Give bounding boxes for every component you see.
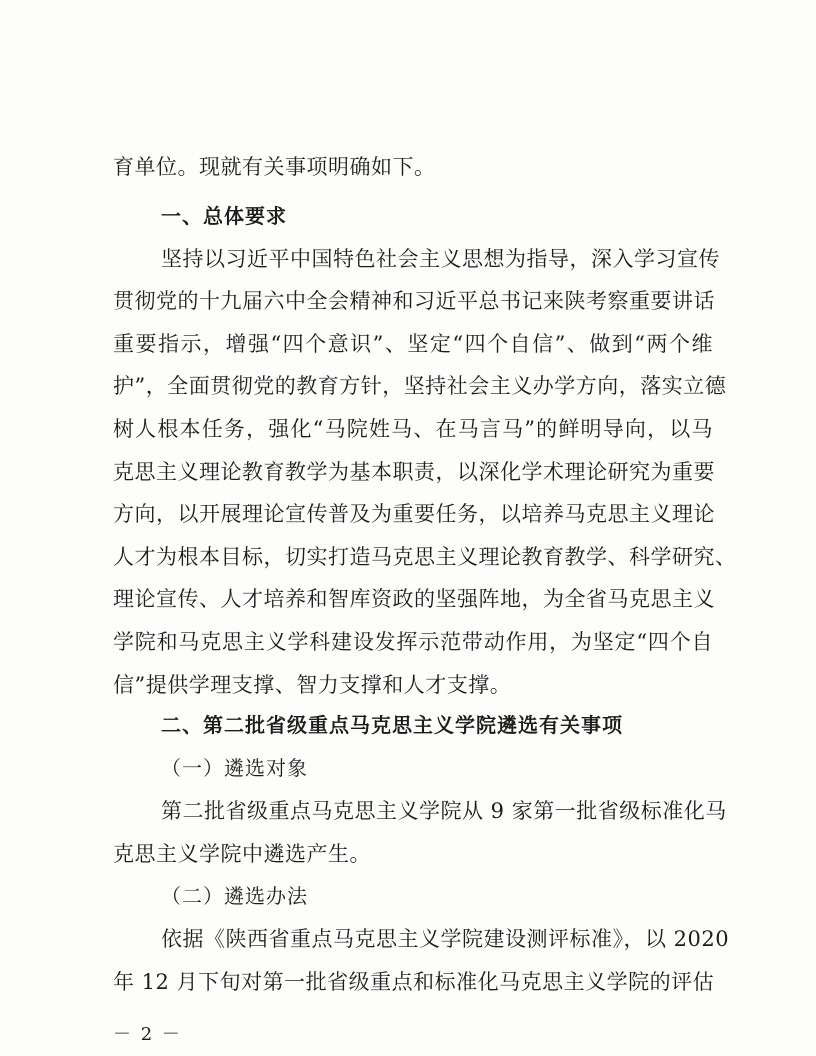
body-line: 方向，以开展理论宣传普及为重要任务，以培养马克思主义理论 [113,502,715,526]
body-line: 护”，全面贯彻党的教育方针，坚持社会主义办学方向，落实立德 [113,374,727,398]
body-line: 信”提供学理支撑、智力支撑和人才支撑。 [113,673,512,697]
body-line: 学院和马克思主义学科建设发挥示范带动作用，为坚定“四个自 [113,630,713,654]
page-number: － 2 － [113,1024,182,1045]
body-line: 克思主义理论教育教学为基本职责，以深化学术理论研究为重要 [113,460,715,484]
body-line: 第二批省级重点马克思主义学院从 9 家第一批省级标准化马 [161,799,727,823]
body-line: 人才为根本目标，切实打造马克思主义理论教育教学、科学研究、 [113,545,737,569]
body-line: 年 12 月下旬对第一批省级重点和标准化马克思主义学院的评估 [113,970,715,994]
body-line: 贯彻党的十九届六中全会精神和习近平总书记来陕考察重要讲话 [113,289,715,313]
body-line: 重要指示，增强“四个意识”、坚定“四个自信”、做到“两个维 [113,332,713,356]
body-line: 坚持以习近平中国特色社会主义思想为指导，深入学习宣传 [161,247,720,271]
body-line: 克思主义学院中遴选产生。 [113,842,371,866]
section-heading-second-batch: 二、第二批省级重点马克思主义学院遴选有关事项 [161,713,623,737]
body-line: 理论宣传、人才培养和智库资政的坚强阵地，为全省马克思主义 [113,587,715,611]
section-heading-general-requirements: 一、总体要求 [161,204,287,228]
subheading-selection-method: （二）遴选办法 [161,884,308,908]
body-line: 依据《陕西省重点马克思主义学院建设测评标准》，以 2020 [161,927,730,951]
subheading-selection-target: （一）遴选对象 [161,756,308,780]
body-line: 树人根本任务，强化“马院姓马、在马言马”的鲜明导向，以马 [113,417,713,441]
body-line: 育单位。现就有关事项明确如下。 [113,155,436,179]
